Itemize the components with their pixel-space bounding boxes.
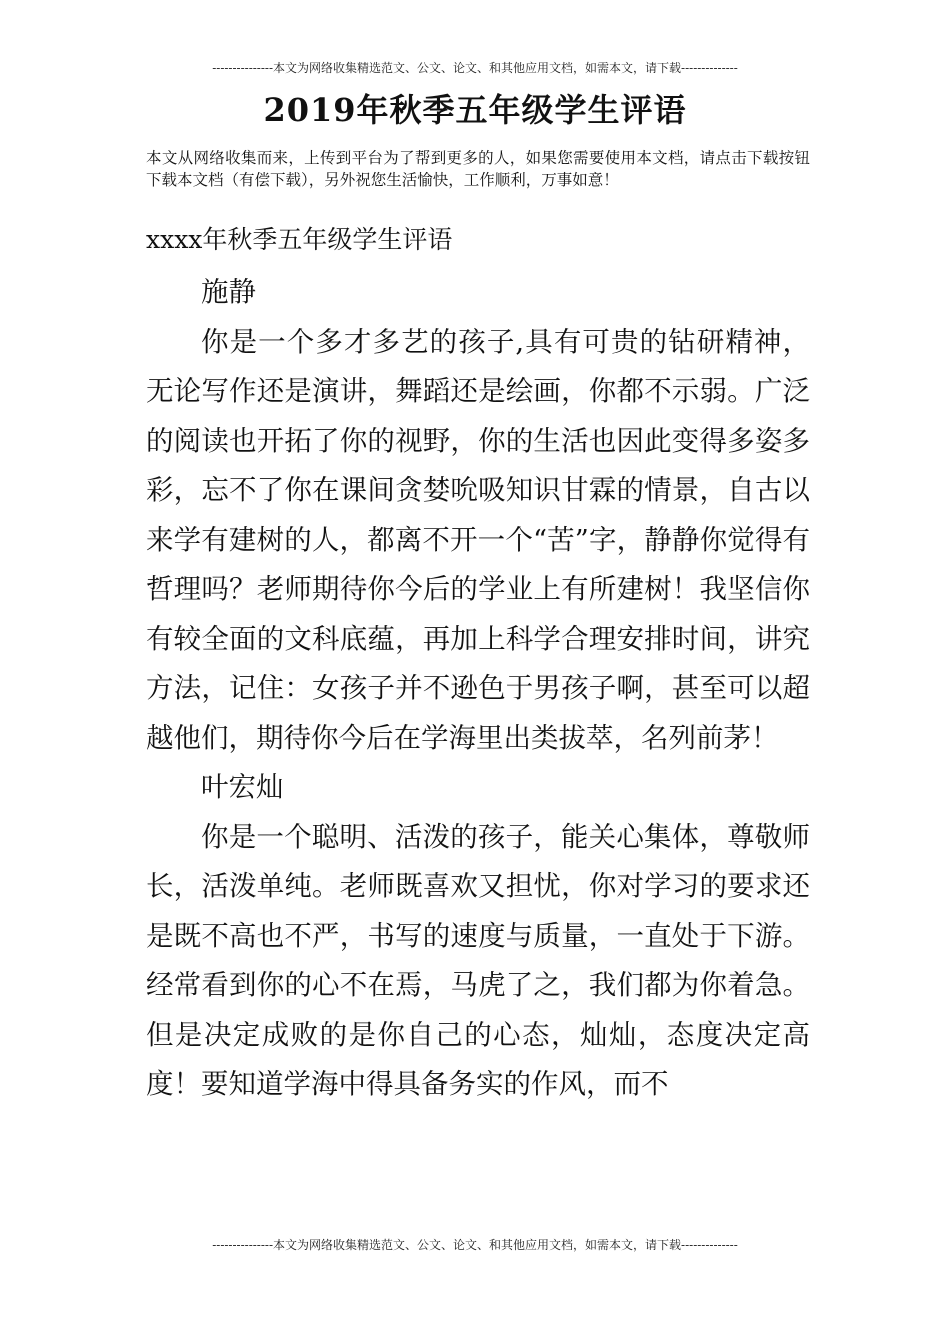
document-title: 2019年秋季五年级学生评语: [263, 91, 687, 129]
header-note: ---------------本文为网络收集精选范文、公文、论文、和其他应用文档，如需本文，请下载--------------: [212, 61, 738, 75]
student-comment: 你是一个多才多艺的孩子,具有可贵的钻研精神，无论写作还是演讲，舞蹈还是绘画，你都不示弱。广泛的阅读也开拓了你的视野，你的生活也因此变得多姿多彩，忘不了你在课间贪婪吮吸知识甘霖的情景，自古以来学有建树的人，都离不开一个“苦”字，静静你觉得有哲理吗？老师期待你今后的学业上有所建树！我坚信你有较全面的文科底蕴，再加上科学合理安排时间，讲究方法，记住：女孩子并不逊色于男孩子啊，甚至可以超越他们，期待你今后在学海里出类拔萃，名列前茅！: [146, 325, 810, 754]
document-subtitle: xxxx年秋季五年级学生评语: [146, 225, 453, 254]
student-name: 施静: [201, 276, 256, 308]
student-comment: 你是一个聪明、活泼的孩子，能关心集体，尊敬师长，活泼单纯。老师既喜欢又担忧，你对学习的要求还是既不高也不严，书写的速度与质量，一直处于下游。经常看到你的心不在焉，马虎了之，我们都为你着急。但是决定成败的是你自己的心态，灿灿，态度决定高度！要知道学海中得具备务实的作风，而不: [146, 820, 810, 1100]
student-name: 叶宏灿: [201, 771, 284, 803]
footer-note: ---------------本文为网络收集精选范文、公文、论文、和其他应用文档，如需本文，请下载--------------: [212, 1238, 738, 1252]
intro-paragraph: 本文从网络收集而来，上传到平台为了帮到更多的人，如果您需要使用本文档，请点击下载按钮下载本文档（有偿下载），另外祝您生活愉快，工作顺利，万事如意！: [146, 149, 810, 189]
document-body: [146, 268, 810, 1110]
